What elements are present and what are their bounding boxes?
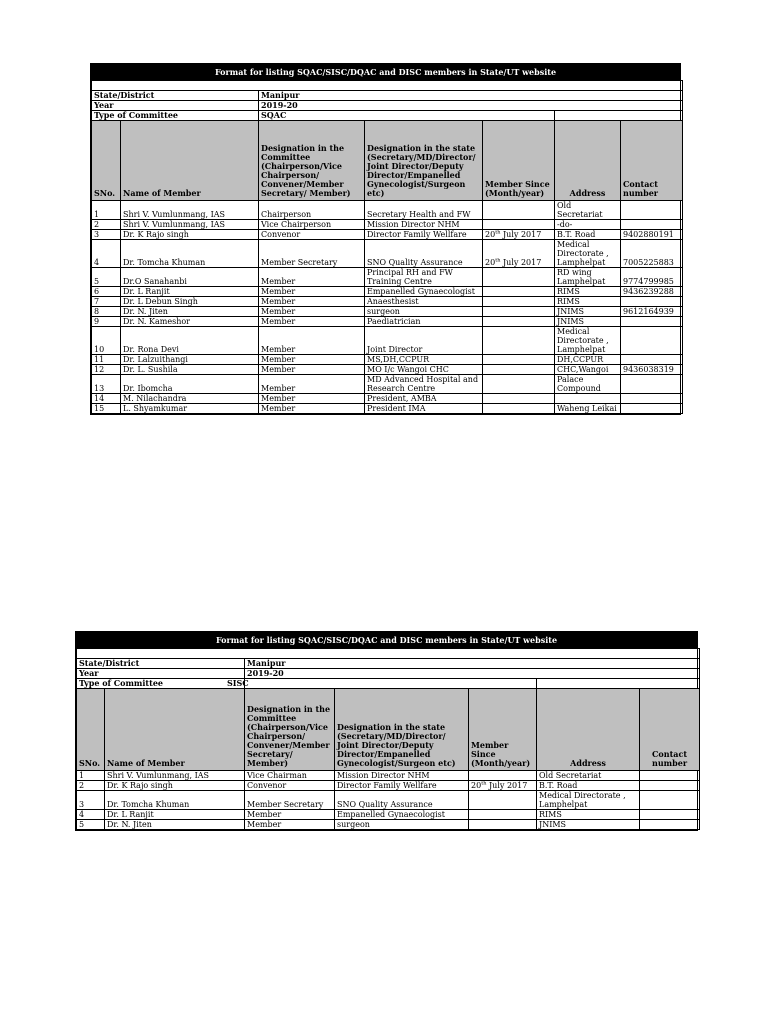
row-state-designation: MS,DH,CCPUR — [365, 355, 483, 365]
row-name: Dr. Rona Devi — [121, 327, 259, 355]
row-member-since — [469, 791, 537, 810]
row-sno: 2 — [77, 781, 105, 791]
row-contact: 9612164939 — [621, 307, 683, 317]
row-state-designation: Mission Director NHM — [335, 771, 469, 781]
row-member-since — [483, 404, 555, 414]
row-name: Shri V. Vumlunmang, IAS — [105, 771, 245, 781]
row-sno: 5 — [92, 268, 121, 287]
row-state-designation: Empanelled Gynaecologist — [335, 810, 469, 820]
row-state-designation: Director Family Wellfare — [335, 781, 469, 791]
state-value: Manipur — [259, 91, 683, 101]
row-name: Dr. Tomcha Khuman — [105, 791, 245, 810]
header-row — [77, 689, 700, 771]
row-address: JNIMS — [555, 317, 621, 327]
row-committee-designation: Member Secretary — [245, 791, 335, 810]
row-name: Shri V. Vumlunmang, IAS — [121, 201, 259, 220]
row-name: Dr.O Sanahanbi — [121, 268, 259, 287]
row-sno: 15 — [92, 404, 121, 414]
table-row — [92, 307, 683, 317]
row-contact: 9774799985 — [621, 268, 683, 287]
table-row — [92, 230, 683, 240]
row-committee-designation: Member — [259, 268, 365, 287]
row-contact — [621, 297, 683, 307]
row-name: Dr. L Ranjit — [105, 810, 245, 820]
row-committee-designation: Member — [259, 297, 365, 307]
row-committee-designation: Member — [259, 287, 365, 297]
year-label: Year — [92, 101, 259, 111]
row-address: Medical Directorate , Lamphelpat — [555, 327, 621, 355]
year-row — [92, 101, 683, 111]
row-sno: 2 — [92, 220, 121, 230]
row-contact — [621, 404, 683, 414]
row-member-since: 20th July 2017 — [483, 230, 555, 240]
row-sno: 1 — [77, 771, 105, 781]
col-contact: Contact number — [621, 121, 683, 201]
table-row — [92, 268, 683, 287]
row-state-designation: President IMA — [365, 404, 483, 414]
blank-row — [92, 81, 683, 91]
row-member-since — [483, 327, 555, 355]
row-committee-designation: Member — [259, 355, 365, 365]
row-name: Dr. Ibomcha — [121, 375, 259, 394]
row-sno: 8 — [92, 307, 121, 317]
row-name: Shri V. Vumlunmang, IAS — [121, 220, 259, 230]
row-committee-designation: Member — [259, 307, 365, 317]
state-label: State/District — [77, 659, 245, 669]
row-state-designation: SNO Quality Assurance — [365, 240, 483, 268]
state-label: State/District — [92, 91, 259, 101]
committee-value: SISC — [227, 678, 249, 688]
table-row — [92, 404, 683, 414]
row-committee-designation: Member — [245, 810, 335, 820]
row-state-designation: Secretary Health and FW — [365, 201, 483, 220]
col-designation-committee: Designation in the Committee (Chairperson/Vice Chairperson/ Convener/Member Secretary/ Member) — [245, 689, 335, 771]
row-name: Dr. N. Jiten — [121, 307, 259, 317]
row-committee-designation: Convenor — [259, 230, 365, 240]
row-contact: 9436038319 — [621, 365, 683, 375]
row-committee-designation: Member — [259, 317, 365, 327]
row-member-since — [469, 820, 537, 830]
row-address: RIMS — [555, 297, 621, 307]
row-address: DH,CCPUR — [555, 355, 621, 365]
row-member-since — [483, 287, 555, 297]
doc1-table — [91, 80, 683, 414]
row-member-since — [483, 355, 555, 365]
row-address: Old Secretariat — [555, 201, 621, 220]
row-committee-designation: Member — [259, 404, 365, 414]
row-state-designation: Principal RH and FW Training Centre — [365, 268, 483, 287]
row-contact — [621, 375, 683, 394]
row-sno: 4 — [77, 810, 105, 820]
col-designation-state: Designation in the state (Secretary/MD/Director/ Joint Director/Deputy Director/Empanelled Gynecologist/Surgeon etc) — [335, 689, 469, 771]
row-contact — [640, 791, 700, 810]
row-name: M. Nilachandra — [121, 394, 259, 404]
row-contact — [640, 810, 700, 820]
row-committee-designation: Member — [259, 375, 365, 394]
row-committee-designation: Chairperson — [259, 201, 365, 220]
row-address: RIMS — [555, 287, 621, 297]
row-member-since — [483, 317, 555, 327]
table-row — [92, 327, 683, 355]
row-address: RD wing Lamphelpat — [555, 268, 621, 287]
doc2-rows — [77, 771, 700, 830]
row-address: JNIMS — [537, 820, 640, 830]
row-contact — [621, 317, 683, 327]
row-sno: 5 — [77, 820, 105, 830]
row-address: Medical Directorate , Lamphelpat — [537, 791, 640, 810]
doc1-rows — [92, 201, 683, 414]
col-designation-state: Designation in the state (Secretary/MD/Director/ Joint Director/Deputy Director/Empanelled Gynecologist/Surgeon etc) — [365, 121, 483, 201]
table-row — [77, 810, 700, 820]
table-row — [77, 781, 700, 791]
row-contact: 7005225883 — [621, 240, 683, 268]
table-row — [92, 365, 683, 375]
state-row — [92, 91, 683, 101]
row-contact — [621, 327, 683, 355]
col-address: Address — [537, 689, 640, 771]
row-contact: 9402880191 — [621, 230, 683, 240]
row-name: Dr. N. Kameshor — [121, 317, 259, 327]
row-sno: 13 — [92, 375, 121, 394]
row-sno: 1 — [92, 201, 121, 220]
row-address: B.T. Road — [537, 781, 640, 791]
row-member-since — [483, 297, 555, 307]
row-sno: 6 — [92, 287, 121, 297]
row-state-designation: Paediatrician — [365, 317, 483, 327]
table-row — [92, 220, 683, 230]
table-row — [92, 317, 683, 327]
row-sno: 9 — [92, 317, 121, 327]
sqac-table-doc — [90, 63, 681, 415]
col-contact: Contact number — [640, 689, 700, 771]
row-contact — [621, 220, 683, 230]
row-name: Dr. Lalzuithangi — [121, 355, 259, 365]
row-state-designation: President, AMBA — [365, 394, 483, 404]
row-contact — [621, 355, 683, 365]
row-state-designation: Joint Director — [365, 327, 483, 355]
row-contact — [640, 771, 700, 781]
committee-row — [77, 679, 700, 689]
row-member-since — [483, 375, 555, 394]
table-row — [77, 771, 700, 781]
row-sno: 7 — [92, 297, 121, 307]
col-member-since: Member Since (Month/year) — [469, 689, 537, 771]
row-name: Dr. K Rajo singh — [105, 781, 245, 791]
row-contact — [640, 820, 700, 830]
col-address: Address — [555, 121, 621, 201]
row-member-since — [469, 771, 537, 781]
doc2-title: Format for listing SQAC/SISC/DQAC and DISC members in State/UT website — [76, 632, 697, 648]
row-state-designation: MD Advanced Hospital and Research Centre — [365, 375, 483, 394]
row-sno: 12 — [92, 365, 121, 375]
row-committee-designation: Vice Chairman — [245, 771, 335, 781]
row-state-designation: surgeon — [335, 820, 469, 830]
row-sno: 3 — [77, 791, 105, 810]
row-member-since — [469, 810, 537, 820]
blank-row — [77, 649, 700, 659]
row-name: Dr. L. Sushila — [121, 365, 259, 375]
row-state-designation: Director Family Wellfare — [365, 230, 483, 240]
year-value: 2019-20 — [259, 101, 683, 111]
row-committee-designation: Convenor — [245, 781, 335, 791]
row-sno: 14 — [92, 394, 121, 404]
row-committee-designation: Member Secretary — [259, 240, 365, 268]
committee-label: Type of Committee — [92, 111, 259, 121]
row-member-since — [483, 394, 555, 404]
row-address: B.T. Road — [555, 230, 621, 240]
row-sno: 11 — [92, 355, 121, 365]
table-row — [92, 297, 683, 307]
committee-label-text: Type of Committee — [79, 678, 163, 688]
row-state-designation: Anaesthesist — [365, 297, 483, 307]
row-member-since: 20th July 2017 — [469, 781, 537, 791]
row-state-designation: Empanelled Gynaecologist — [365, 287, 483, 297]
row-address: -do- — [555, 220, 621, 230]
col-name: Name of Member — [105, 689, 245, 771]
table-row — [92, 394, 683, 404]
row-state-designation: Mission Director NHM — [365, 220, 483, 230]
row-contact: 9436239288 — [621, 287, 683, 297]
state-value: Manipur — [245, 659, 700, 669]
col-member-since: Member Since (Month/year) — [483, 121, 555, 201]
row-sno: 4 — [92, 240, 121, 268]
row-address: Medical Directorate , Lamphelpat — [555, 240, 621, 268]
doc1-title: Format for listing SQAC/SISC/DQAC and DISC members in State/UT website — [91, 64, 680, 80]
row-address: JNIMS — [555, 307, 621, 317]
header-row — [92, 121, 683, 201]
row-address: Palace Compound — [555, 375, 621, 394]
row-contact — [640, 781, 700, 791]
row-name: Dr. Tomcha Khuman — [121, 240, 259, 268]
row-committee-designation: Member — [259, 365, 365, 375]
year-value: 2019-20 — [245, 669, 700, 679]
table-row — [92, 240, 683, 268]
row-sno: 10 — [92, 327, 121, 355]
row-committee-designation: Vice Chairperson — [259, 220, 365, 230]
table-row — [77, 791, 700, 810]
row-address: Old Secretariat — [537, 771, 640, 781]
row-state-designation: surgeon — [365, 307, 483, 317]
year-row — [77, 669, 700, 679]
table-row — [92, 287, 683, 297]
col-sno: SNo. — [77, 689, 105, 771]
row-member-since: 20th July 2017 — [483, 240, 555, 268]
row-sno: 3 — [92, 230, 121, 240]
row-address: CHC,Wangoi — [555, 365, 621, 375]
table-row — [92, 355, 683, 365]
col-designation-committee: Designation in the Committee (Chairperson/Vice Chairperson/ Convener/Member Secretary/ Member) — [259, 121, 365, 201]
row-state-designation: MO I/c Wangoi CHC — [365, 365, 483, 375]
row-name: Dr. L Debun Singh — [121, 297, 259, 307]
row-committee-designation: Member — [245, 820, 335, 830]
col-sno: SNo. — [92, 121, 121, 201]
row-name: L. Shyamkumar — [121, 404, 259, 414]
row-committee-designation: Member — [259, 327, 365, 355]
row-address: RIMS — [537, 810, 640, 820]
sisc-table-doc — [75, 631, 698, 831]
row-committee-designation: Member — [259, 394, 365, 404]
state-row — [77, 659, 700, 669]
table-row — [92, 201, 683, 220]
row-state-designation: SNO Quality Assurance — [335, 791, 469, 810]
row-member-since — [483, 268, 555, 287]
committee-label — [77, 678, 249, 689]
row-member-since — [483, 220, 555, 230]
row-name: Dr. K Rajo singh — [121, 230, 259, 240]
row-member-since — [483, 201, 555, 220]
row-name: Dr. L Ranjit — [121, 287, 259, 297]
col-name: Name of Member — [121, 121, 259, 201]
year-label: Year — [77, 669, 245, 679]
row-name: Dr. N. Jiten — [105, 820, 245, 830]
row-address: Waheng Leikai — [555, 404, 621, 414]
doc2-table — [76, 648, 700, 830]
table-row — [92, 375, 683, 394]
row-contact — [621, 201, 683, 220]
committee-row — [92, 111, 683, 121]
row-member-since — [483, 307, 555, 317]
committee-value: SQAC — [259, 111, 555, 121]
row-address — [555, 394, 621, 404]
row-member-since — [483, 365, 555, 375]
row-contact — [621, 394, 683, 404]
table-row — [77, 820, 700, 830]
